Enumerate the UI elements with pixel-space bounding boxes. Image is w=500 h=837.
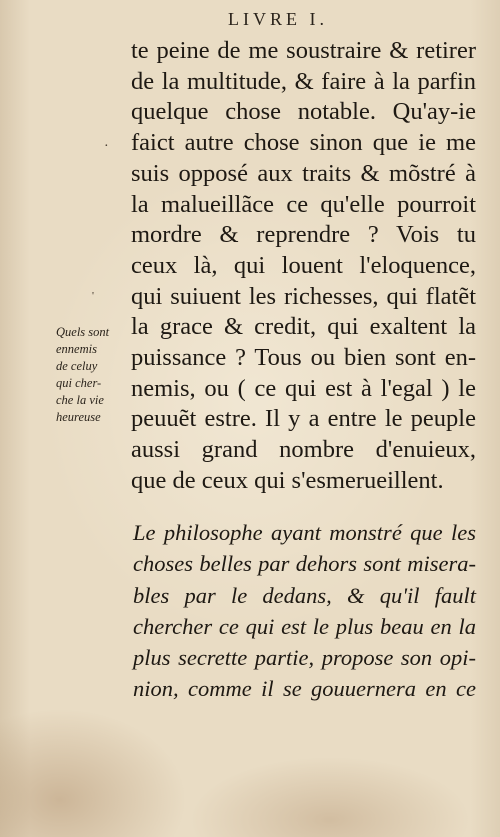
text-line: quelque chose notable. Qu'ay-ie (131, 98, 476, 126)
ink-speck: · (104, 139, 109, 154)
summary-line: Le philosophe ayant monstré que les (133, 520, 476, 545)
margin-note-line: de celuy (56, 359, 98, 373)
text-line: la grace & credit, qui exaltent la (131, 313, 476, 341)
text-line: mordre & reprendre ? Vois tu (131, 221, 476, 249)
text-line: puissance ? Tous ou bien sont en- (131, 344, 476, 372)
margin-note-line: qui cher- (56, 376, 102, 390)
margin-note-line: Quels sont (56, 325, 110, 339)
text-line: que de ceux qui s'esmerueillent. (131, 466, 444, 494)
summary-line: choses belles par dehors sont misera- (133, 551, 476, 577)
text-line: suis opposé aux traits & mõstré à (131, 159, 476, 187)
main-text (131, 36, 476, 497)
text-line: la malueillãce ce qu'elle pourroit (131, 190, 476, 218)
text-line: de la multitude, & faire à la parfin (131, 67, 476, 95)
summary-line: plus secrette partie, propose son opi- (133, 645, 476, 671)
summary-line: nion, comme il se gouuernera en ce (133, 676, 476, 702)
text-line: peuuẽt estre. Il y a entre le peuple (131, 405, 476, 433)
summary-line: chercher ce qui est le plus beau en la (133, 613, 476, 639)
margin-note (56, 324, 128, 426)
margin-note-line: che la vie (56, 393, 104, 407)
text-line: te peine de me soustraire & retirer (131, 37, 476, 64)
margin-note-line: ennemis (56, 342, 97, 356)
text-line: qui suiuent les richesses, qui flatẽt (131, 282, 476, 310)
text-line: nemis, ou ( ce qui est à l'egal ) le (131, 374, 476, 402)
chapter-summary (133, 517, 476, 705)
text-line: ceux là, qui louent l'eloquence, (131, 251, 476, 279)
ink-speck: ' (92, 290, 94, 302)
running-head: LIVRE I. (228, 9, 328, 29)
text-line: aussi grand nombre d'enuieux, (131, 436, 476, 464)
summary-line: bles par le dedans, & qu'il fault (133, 582, 476, 608)
margin-note-line: heureuse (56, 410, 101, 424)
text-line: faict autre chose sinon que ie me (131, 129, 476, 157)
